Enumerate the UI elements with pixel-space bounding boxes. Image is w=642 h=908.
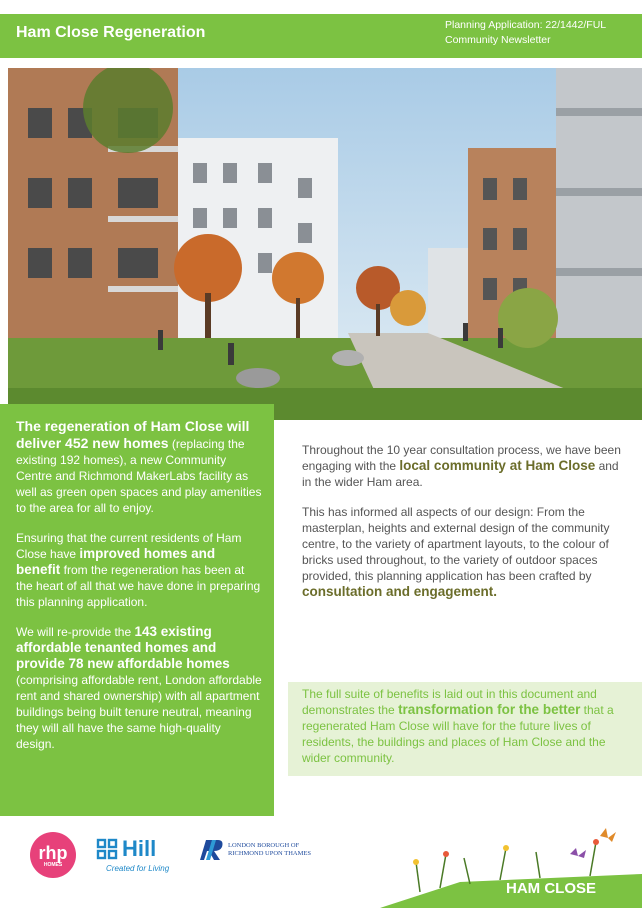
consultation-paragraph xyxy=(302,442,622,490)
richmond-borough-text xyxy=(228,842,311,858)
rhp-logo-sub: HOMES xyxy=(43,862,63,868)
affordable-text-b: (comprising affordable rent, London affordable rent and shared ownership) with all apartment buildings being built tenure neutral, meaning they will all have the same high-quality design. xyxy=(16,673,262,751)
homes-paragraph xyxy=(16,418,262,516)
borough-line-1: LONDON BOROUGH OF xyxy=(228,842,300,849)
residents-text-b: from the regeneration has been at the heart of all that we have done in preparing this planning application. xyxy=(16,563,261,609)
affordable-text-a: We will re-provide the xyxy=(16,625,132,639)
key-facts-panel xyxy=(0,404,274,816)
hill-logo-text: Hill xyxy=(122,836,157,861)
application-reference: Planning Application: 22/1442/FUL xyxy=(445,19,607,31)
affordable-highlight: 143 existing affordable tenanted homes and provide 78 new affordable homes xyxy=(16,624,230,671)
hill-tagline: Created for Living xyxy=(106,864,170,873)
hero-illustration xyxy=(8,68,642,420)
homes-detail: (replacing the existing 192 homes), a new Community Centre and Richmond MakerLabs facility as well as green open spaces and play amenities to the area for all to enjoy. xyxy=(16,437,262,515)
residents-paragraph xyxy=(16,530,262,610)
design-paragraph xyxy=(302,504,622,600)
page-title: Ham Close Regeneration xyxy=(16,24,206,41)
residents-text-a: Ensuring that the current residents of Ham Close have xyxy=(16,531,242,561)
residents-highlight: improved homes and benefit xyxy=(16,546,216,577)
affordable-paragraph xyxy=(16,624,262,752)
header-meta xyxy=(445,18,606,48)
hill-grid-icon xyxy=(96,838,118,860)
homes-headline: The regeneration of Ham Close will deliver 452 new homes xyxy=(16,418,250,451)
header-banner xyxy=(0,14,642,58)
callout-text-a: The full suite of benefits is laid out in this document and demonstrates the xyxy=(302,687,597,717)
callout-highlight: transformation for the better xyxy=(398,702,581,717)
richmond-rl-icon xyxy=(198,838,226,862)
engagement-highlight: consultation and engagement. xyxy=(302,584,498,599)
rhp-logo-text: rhp xyxy=(38,843,68,863)
community-highlight: local community at Ham Close xyxy=(399,458,596,473)
newsletter-label: Community Newsletter xyxy=(445,34,551,46)
callout-text-b: that a regenerated Ham Close will have for the future lives of residents, the buildings and places of Ham Close and the wider community. xyxy=(302,703,614,765)
consultation-column xyxy=(302,442,622,614)
consultation-text-a: Throughout the 10 year consultation process, we have been engaging with the xyxy=(302,443,621,473)
consultation-text-b: and in the wider Ham area. xyxy=(302,459,619,489)
rhp-logo xyxy=(30,832,76,878)
footer xyxy=(0,818,642,908)
design-text: This has informed all aspects of our design: From the masterplan, heights and external design of the community centre, to the variety of apartment layouts, to the colour of bricks used throughout, to the variety of outdoor spaces provided, this planning application has been crafted by xyxy=(302,505,610,583)
borough-line-2: RICHMOND UPON THAMES xyxy=(228,850,311,857)
benefits-callout xyxy=(288,682,642,776)
ham-close-label: HAM CLOSE xyxy=(506,880,596,897)
